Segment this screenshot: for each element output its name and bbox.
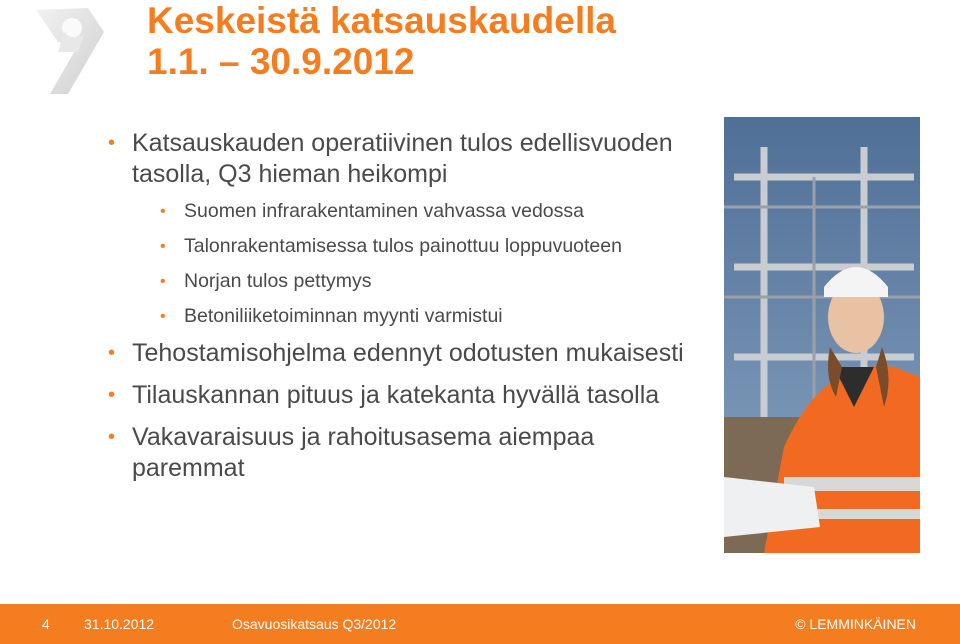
bullet-solvency: • Vakavaraisuus ja rahoitusasema aiempaa paremmat bbox=[108, 422, 688, 484]
bullet-efficiency: • Tehostamisohjelma edennyt odotusten mukaisesti bbox=[108, 338, 688, 369]
title-line-2: 1.1. – 30.9.2012 bbox=[147, 41, 415, 82]
construction-worker-photo bbox=[724, 117, 920, 553]
footer-bar bbox=[0, 604, 960, 644]
bullet-order-book: • Tilauskannan pituus ja katekanta hyvällä tasolla bbox=[108, 380, 688, 411]
title-line-1: Keskeistä katsauskaudella bbox=[147, 0, 616, 41]
subbullet-building: • Talonrakentamisessa tulos painottuu loppuvuoteen bbox=[108, 233, 688, 260]
footer-document-name: Osavuosikatsaus Q3/2012 bbox=[232, 616, 397, 632]
footer-date: 31.10.2012 bbox=[84, 616, 155, 632]
bullet-operating-result: • Katsauskauden operatiivinen tulos edellisvuoden tasolla, Q3 hieman heikompi bbox=[108, 128, 688, 190]
slide-title bbox=[147, 0, 707, 82]
subbullet-concrete: • Betoniliiketoiminnan myynti varmistui bbox=[108, 303, 688, 330]
lemminkainen-logo-icon bbox=[28, 2, 108, 98]
page-number: 4 bbox=[42, 616, 50, 632]
bullet-list bbox=[108, 128, 688, 495]
subbullet-infra: • Suomen infrarakentaminen vahvassa vedossa bbox=[108, 198, 688, 225]
footer-copyright: © LEMMINKÄINEN bbox=[795, 616, 916, 632]
subbullet-norway: • Norjan tulos pettymys bbox=[108, 268, 688, 295]
